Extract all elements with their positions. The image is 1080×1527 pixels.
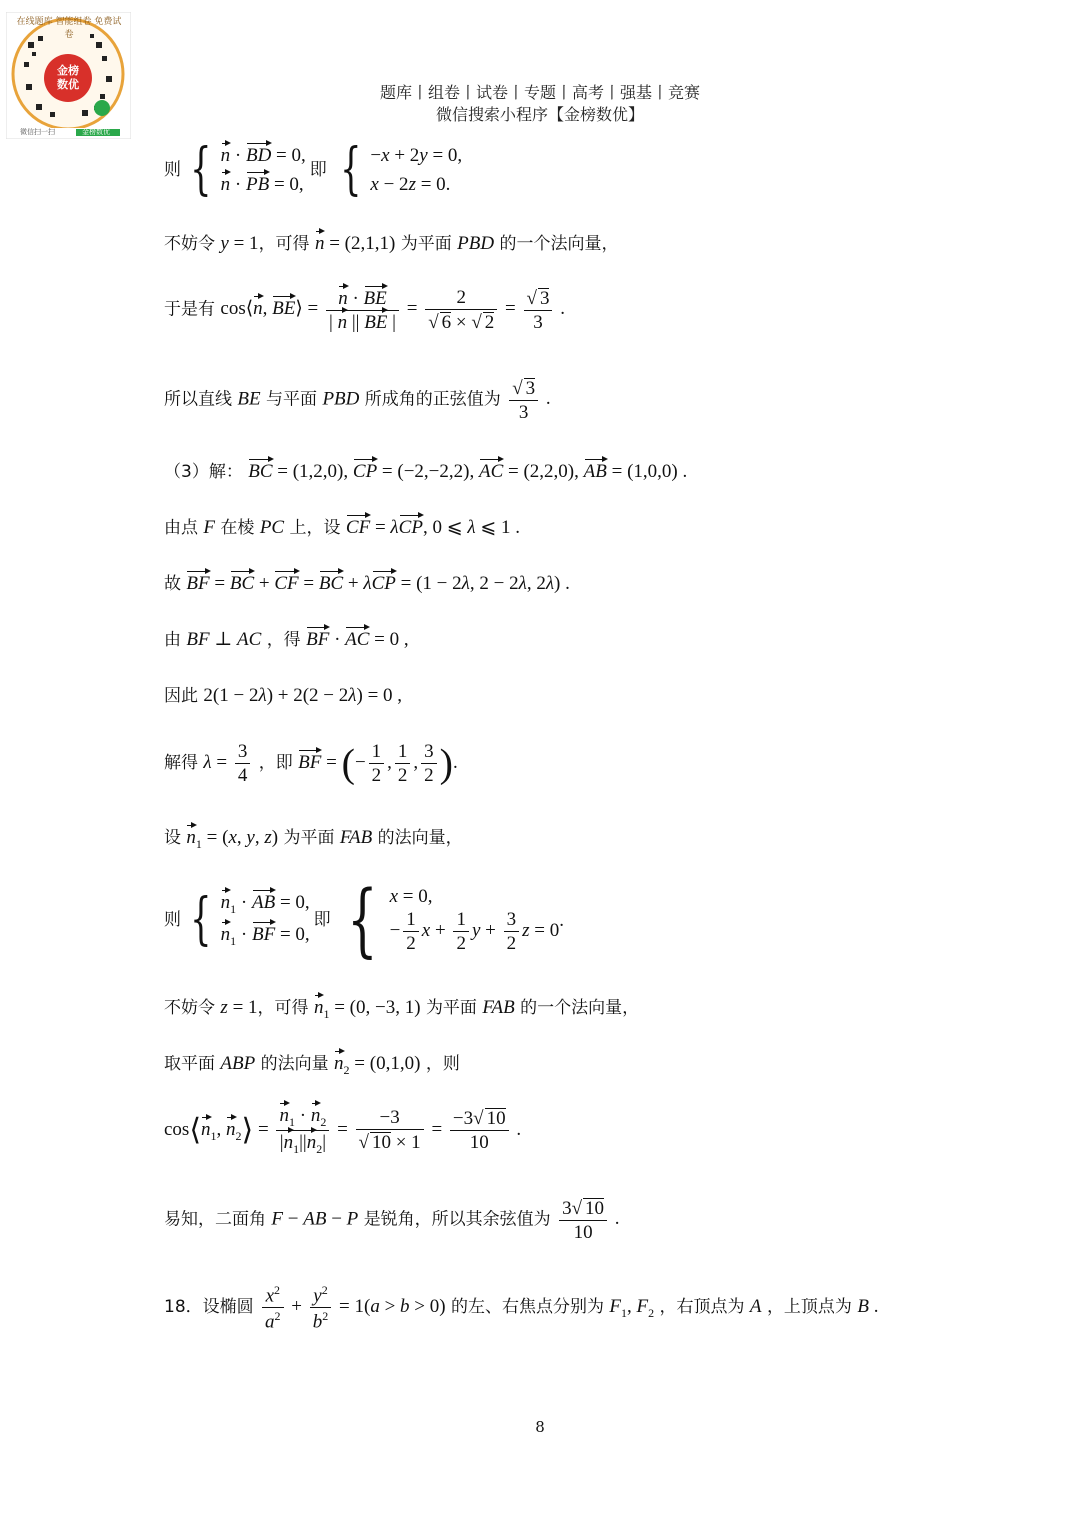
qr-bottom-left: 微信扫一扫	[20, 128, 55, 136]
text-line-7: 故 BF = BC + CF = BC + λCP = (1 − 2λ, 2 − 2λ, 2λ) .	[164, 573, 570, 594]
text-line-2: 不妨令 y = 1，可得 n = (2,1,1) 为平面 PBD 的一个法向量，	[164, 233, 619, 254]
text-line-3: 于是有 cos⟨n, BE⟩ = $\frac{n \cdot BE}{| n || BE |}$ = $\frac{2}{√ 6 \times √ 2}$ = $\frac{√ 3}{3}$ .	[164, 287, 565, 333]
text-line-4: 所以直线 BE 与平面 PBD 所成角的正弦值为 $\frac{√ 3}{3}$ .	[164, 378, 551, 423]
text-line-13: 不妨令 z = 1，可得 $n_1 = (0$, −3, 1) 为平面 FAB 的一个法向量，	[164, 997, 640, 1021]
text-line-16: 易知，二面角 F − AB − P 是锐角，所以其余弦值为 $\frac{3√ 10}{10}$ .	[164, 1198, 620, 1243]
problem-18: 18．设椭圆 $\frac{x^2}{a^2}$ + $\frac{y^2}{b^2}$ = 1(a > b > 0) 的左、右焦点分别为 $F_1$, $F_2$ ，右顶点为 A ，上顶点为 B .	[164, 1283, 879, 1333]
svg-text:数优: 数优	[57, 78, 79, 91]
text-line-8: 由 BF ⊥ AC ，得 BF · AC = 0 ,	[164, 629, 409, 650]
header-line-2: 微信搜索小程序【金榜数优】	[435, 105, 644, 124]
text-line-9: 因此 2(1 − 2λ) + 2(2 − 2λ) = 0 ,	[164, 685, 403, 706]
equation-system-1: 则 { n · BD = 0, n · PB = 0, 即 { −x + 2y = 0, x − 2z = 0.	[164, 137, 463, 202]
qr-bottom-right: 金榜数优	[82, 128, 110, 136]
text-line-11: 设 $n_1 = (x$, y, z) 为平面 FAB 的法向量，	[164, 827, 463, 851]
equation-line-15: $\cos⟨n_1$, $n_2⟩$ = $\frac{n_1 \cdot n_2}{|n_1||n_2|}$ = $\frac{-3}{√ 10 \times 1}$ = $\frac{-3√ 10}{10}$ .	[164, 1105, 522, 1156]
header-line-1: 题库丨组卷丨试卷丨专题丨高考丨强基丨竞赛	[379, 83, 700, 102]
equation-system-2: 则 { $n_1$ · AB = 0, $n_1$ · BF = 0, 即 { x = 0, − $\frac{1}{2}$ x + $\frac{1}{2}$ y + $\frac{3}{2}$ z = 0 .	[164, 873, 564, 966]
text-line-5: （3）解： BC = (1,2,0), CP = (−2,−2,2), AC = (2,2,0), AB = (1,0,0) .	[164, 461, 688, 482]
svg-text:金榜: 金榜	[57, 64, 79, 77]
page-number: 8	[535, 1418, 545, 1436]
qr-top-text: 在线题库 智能组卷 免费试卷	[16, 17, 122, 40]
text-line-10: 解得 λ = $\frac{3}{4}$ ，即 BF = (− $\frac{1}{2}$ , $\frac{1}{2}$ , $\frac{3}{2}$ ).	[164, 740, 458, 786]
text-line-14: 取平面 ABP 的法向量 $n_2 = (0,1,0)$ ，则	[164, 1053, 460, 1077]
text-line-6: 由点 F 在棱 PC 上，设 CF = λCP, 0 ⩽ λ ⩽ 1 .	[164, 517, 521, 538]
